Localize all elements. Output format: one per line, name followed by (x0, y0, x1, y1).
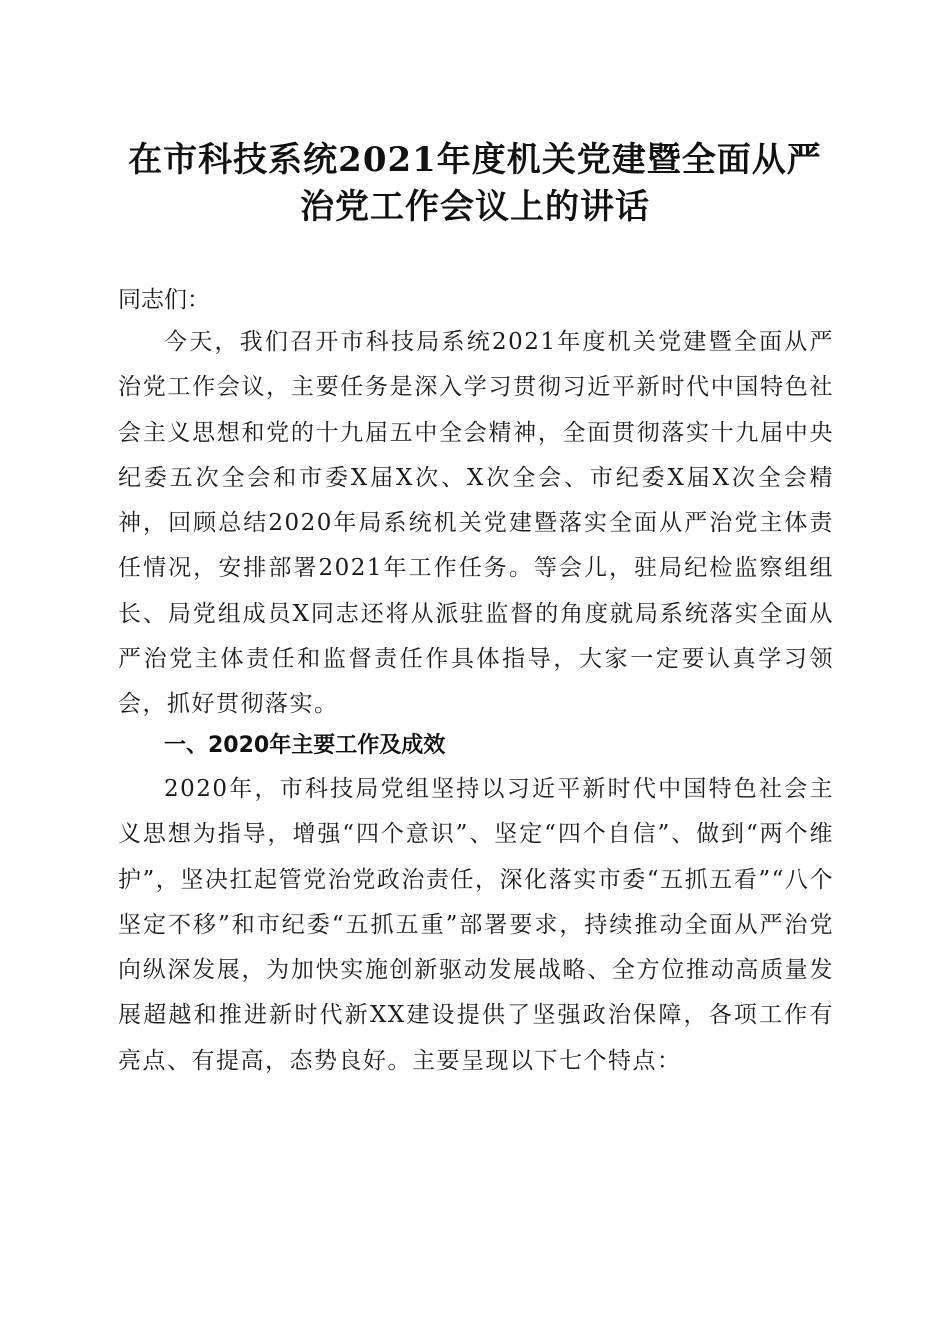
document-title-line-2: 治党工作会议上的讲话 (300, 187, 650, 227)
salutation: 同志们： (118, 287, 210, 313)
document-title-line-1: 在市科技系统2021年度机关党建暨全面从严 (128, 140, 822, 180)
section-heading-1: 一、2020年主要工作及成效 (164, 733, 446, 758)
paragraph-intro: 今天，我们召开市科技局系统2021年度机关党建暨全面从严治党工作会议，主要任务是深入学习贯彻习近平新时代中国特色社会主义思想和党的十九届五中全会精神，全面贯彻落实十九届中央纪委五次全会和市委X届X次、X次全会、市纪委X届X次全会精神，回顾总结2020年局系统机关党建暨落实全面从严治党主体责任情况，安排部署2021年工作任务。等会儿，驻局纪检监察组组长、局党组成员X同志还将从派驻监督的角度就局系统落实全面从严治党主体责任和监督责任作具体指导，大家一定要认真学习领会，抓好贯彻落实。 (118, 329, 834, 718)
paragraph-achievements: 2020年，市科技局党组坚持以习近平新时代中国特色社会主义思想为指导，增强“四个意识”、坚定“四个自信”、做到“两个维护”，坚决扛起管党治党政治责任，深化落实市委“五抓五看”“八个坚定不移”和市纪委“五抓五重”部署要求，持续推动全面从严治党向纵深发展，为加快实施创新驱动发展战略、全方位推动高质量发展超越和推进新时代新XX建设提供了坚强政治保障，各项工作有亮点、有提高，态势良好。主要呈现以下七个特点： (118, 776, 834, 1074)
